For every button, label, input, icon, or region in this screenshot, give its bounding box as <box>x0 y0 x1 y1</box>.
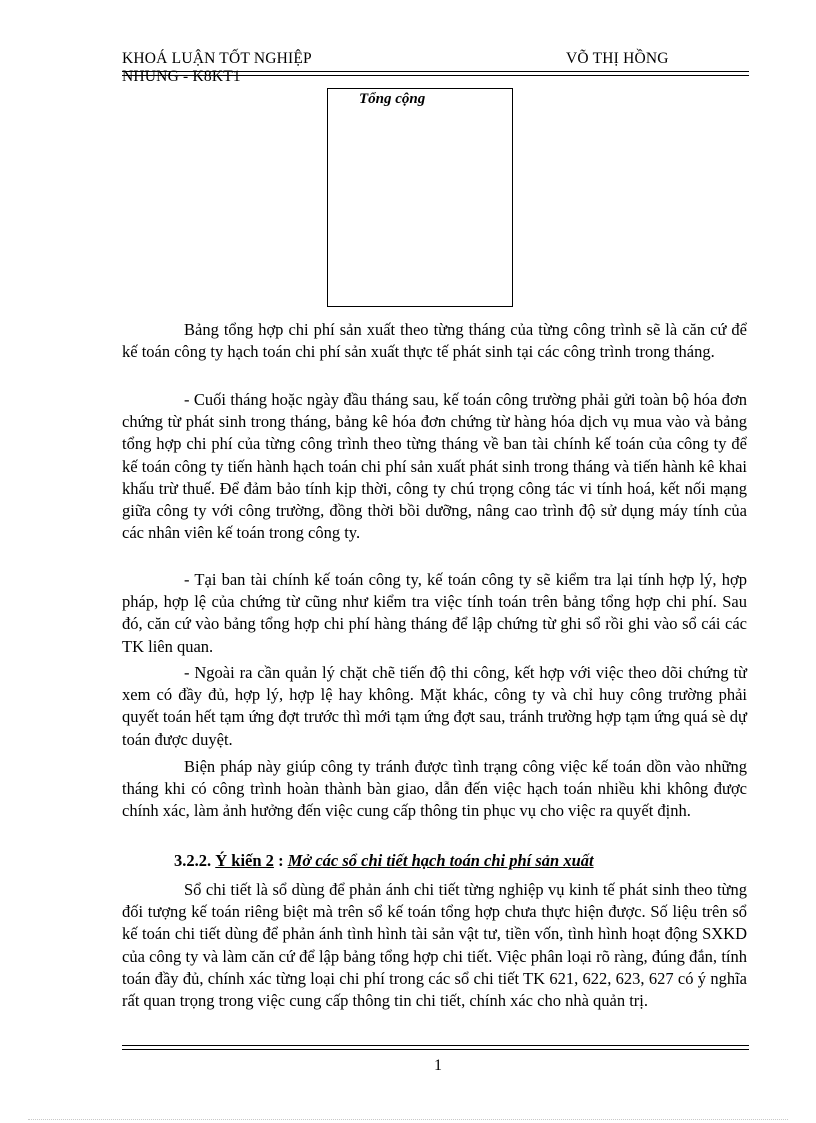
paragraph-summary-table: Bảng tổng hợp chi phí sản xuất theo từng tháng của từng công trình sẽ là căn cứ để kế toán công ty hạch toán chi phí sản xuất thực tế phát sinh tại các công trình trong tháng. <box>122 320 747 362</box>
paragraph-finance-department: - Tại ban tài chính kế toán công ty, kế toán công ty sẽ kiểm tra lại tính hợp lý, hợp pháp, hợp lệ của chứng từ cũng như kiểm tra việc tính toán trên bảng tổng hợp chi phí. Sau đó, căn cứ vào bảng tổng hợp chi phí hàng tháng để lập chứng từ ghi sổ rồi ghi vào sổ cái các TK liên quan. <box>122 570 747 656</box>
header-title-left: KHOÁ LUẬN TỐT NGHIỆP <box>122 50 312 67</box>
section-title: Mở các sổ chi tiết hạch toán chi phí sản xuất <box>287 851 594 870</box>
paragraph-detail-ledger: Sổ chi tiết là sổ dùng để phản ánh chi tiết từng nghiệp vụ kinh tế phát sinh theo từng đối tượng kế toán riêng biệt mà trên sổ kế toán tổng hợp chưa thực hiện được. Số liệu trên sổ kế toán chi tiết dùng để phản ánh tình hình tài sản vật tư, tiền vốn, tình hình hoạt động SXKD của công ty và làm căn cứ để lập bảng tổng hợp chi tiết. Việc phân loại rõ ràng, đúng đắn, tính toán đầy đủ, chính xác từng loại chi phí trong các sổ chi tiết TK 621, 622, 623, 627 có ý nghĩa rất quan trọng trong việc cung cấp thông tin chi tiết, chính xác cho nhà quản trị. <box>122 880 747 1011</box>
header-title-right: VÕ THỊ HỒNG <box>566 50 669 67</box>
footer-rule-bottom <box>122 1049 749 1050</box>
footer-rule-top <box>122 1045 749 1046</box>
section-label: Ý kiến 2 <box>215 851 274 870</box>
header-title-continuation: NHUNG - K8KT1 <box>122 69 241 85</box>
table-total-label: Tổng cộng <box>359 91 426 107</box>
section-heading <box>174 851 594 871</box>
section-number: 3.2.2. <box>174 851 212 870</box>
paragraph-progress-management: - Ngoài ra cần quản lý chặt chẽ tiến độ thi công, kết hợp với việc theo dõi chứng từ xem có đầy đủ, hợp lý, hợp lệ hay không. Mặt khác, công ty và chỉ huy công trường phải quyết toán hết tạm ứng đợt trước thì mới tạm ứng đợt sau, tránh trường hợp tạm ứng quá sè dự toán được duyệt. <box>122 663 747 749</box>
paragraph-measure-benefit: Biện pháp này giúp công ty tránh được tình trạng công việc kế toán dồn vào những tháng khi có công trình hoàn thành bàn giao, dẫn đến việc hạch toán nhiều khi không được chính xác, làm ảnh hưởng đến việc cung cấp thông tin phục vụ cho việc ra quyết định. <box>122 757 747 821</box>
table-total-box <box>327 88 513 307</box>
paragraph-end-of-month: - Cuối tháng hoặc ngày đầu tháng sau, kế toán công trường phải gửi toàn bộ hóa đơn chứng từ phát sinh trong tháng, bảng kê hóa đơn chứng từ hàng hóa dịch vụ mua vào và bảng tổng hợp chi phí của từng công trình theo từng tháng về ban tài chính kế toán của công ty để kế toán công ty tiến hành hạch toán chi phí sản xuất phát sinh trong tháng và tiến hành kê khai khấu trừ thuế. Để đảm bảo tính kịp thời, công ty chú trọng công tác vi tính hoá, kết nối mạng giữa công ty với công trường, đồng thời bồi dưỡng, nâng cao trình độ sử dụng máy tính của các nhân viên kế toán trong công ty. <box>122 390 747 543</box>
page-edge-dotted-line <box>28 1119 788 1120</box>
page-number: 1 <box>434 1057 442 1074</box>
section-colon: : <box>278 851 284 870</box>
